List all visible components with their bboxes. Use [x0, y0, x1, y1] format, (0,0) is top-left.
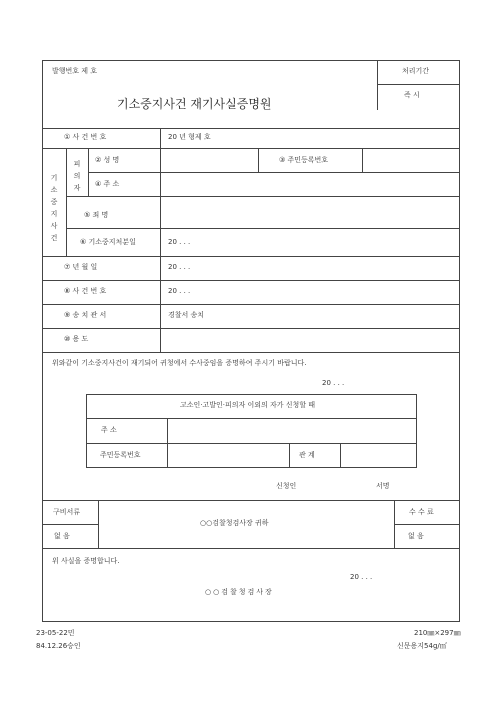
divider [66, 228, 460, 229]
divider [66, 148, 67, 256]
divider [42, 548, 460, 549]
form-frame [42, 60, 460, 622]
required-docs-value: 없 음 [54, 532, 70, 540]
processing-period-value: 즉 시 [404, 91, 420, 99]
divider [377, 60, 378, 110]
divider [160, 128, 161, 352]
required-docs-label: 구비서류 [53, 508, 81, 516]
divider [42, 128, 460, 129]
form-number: 23-05-22민 [36, 629, 75, 637]
addressee: ○○검찰청검사장 귀하 [200, 519, 269, 527]
case-number2-label: ⑧ 사 건 번 호 [64, 287, 107, 295]
case-number-value: 20 년 형제 호 [168, 133, 211, 141]
request-date: 20 . . . [322, 379, 345, 387]
suspect-group-label: 피의자 [73, 160, 81, 192]
divider [88, 172, 460, 173]
fee-label: 수 수 료 [409, 508, 434, 516]
divider [42, 328, 460, 329]
divider [42, 304, 460, 305]
certification-date: 20 . . . [350, 573, 373, 581]
purpose-label: ⑩ 용 도 [64, 335, 89, 343]
divider [86, 443, 417, 444]
divider [42, 256, 460, 257]
divider [394, 524, 460, 525]
divider [42, 500, 460, 501]
office-label: ⑨ 송 치 관 서 [64, 311, 107, 319]
address-label: ④ 주 소 [95, 180, 120, 188]
applicant-label: 신청인 [276, 482, 297, 490]
divider [362, 148, 363, 172]
date-label: ⑦ 년 월 일 [64, 263, 98, 271]
request-statement: 위와같이 기소중지사건이 재기되어 귀청에서 수사중임을 증명하여 주시기 바랍니다. [52, 359, 307, 367]
issue-number: 발행번호 제 호 [52, 67, 98, 75]
approval-date: 84.12.26승인 [36, 642, 81, 650]
divider [377, 84, 460, 85]
case-number2-value: 20 . . . [168, 287, 191, 295]
date-value: 20 . . . [168, 263, 191, 271]
divider [289, 443, 290, 468]
third-party-address-label: 주 소 [101, 426, 117, 434]
relation-label: 관 계 [299, 451, 315, 459]
charge-label: ⑤ 죄 명 [84, 211, 109, 219]
name-label: ② 성 명 [95, 156, 120, 164]
divider [86, 418, 417, 419]
divider [98, 500, 99, 548]
suspension-date-label: ⑥ 기소중지처분일 [80, 238, 136, 246]
paper-type: 신문용지54g/㎡ [397, 642, 447, 650]
divider [42, 524, 98, 525]
suspension-date-value: 20 . . . [168, 238, 191, 246]
suspended-case-group-label: 기소중지사건 [50, 174, 58, 242]
processing-period-label: 처리기간 [402, 67, 430, 75]
case-number-label: ① 사 건 번 호 [64, 133, 107, 141]
third-party-header: 고소인·고발인·피의자 이외의 자가 신청할 때 [180, 401, 316, 409]
paper-size: 210㎜×297㎜ [414, 629, 461, 637]
divider [42, 148, 460, 149]
divider [340, 443, 341, 468]
office-value: 경찰서 송치 [168, 311, 205, 319]
issuer: ○○검찰청검사장 [205, 588, 274, 596]
divider [258, 148, 259, 172]
signature-label: 서명 [376, 482, 390, 490]
certification-statement: 위 사실을 증명합니다. [52, 557, 120, 565]
page-title: 기소중지사건 재기사실증명원 [117, 97, 272, 111]
divider [66, 196, 460, 197]
fee-value: 없 음 [408, 532, 424, 540]
divider [42, 280, 460, 281]
resident-number-label: ③ 주민등록번호 [279, 156, 329, 164]
third-party-resident-number-label: 주민등록번호 [100, 451, 141, 459]
divider [42, 352, 460, 353]
